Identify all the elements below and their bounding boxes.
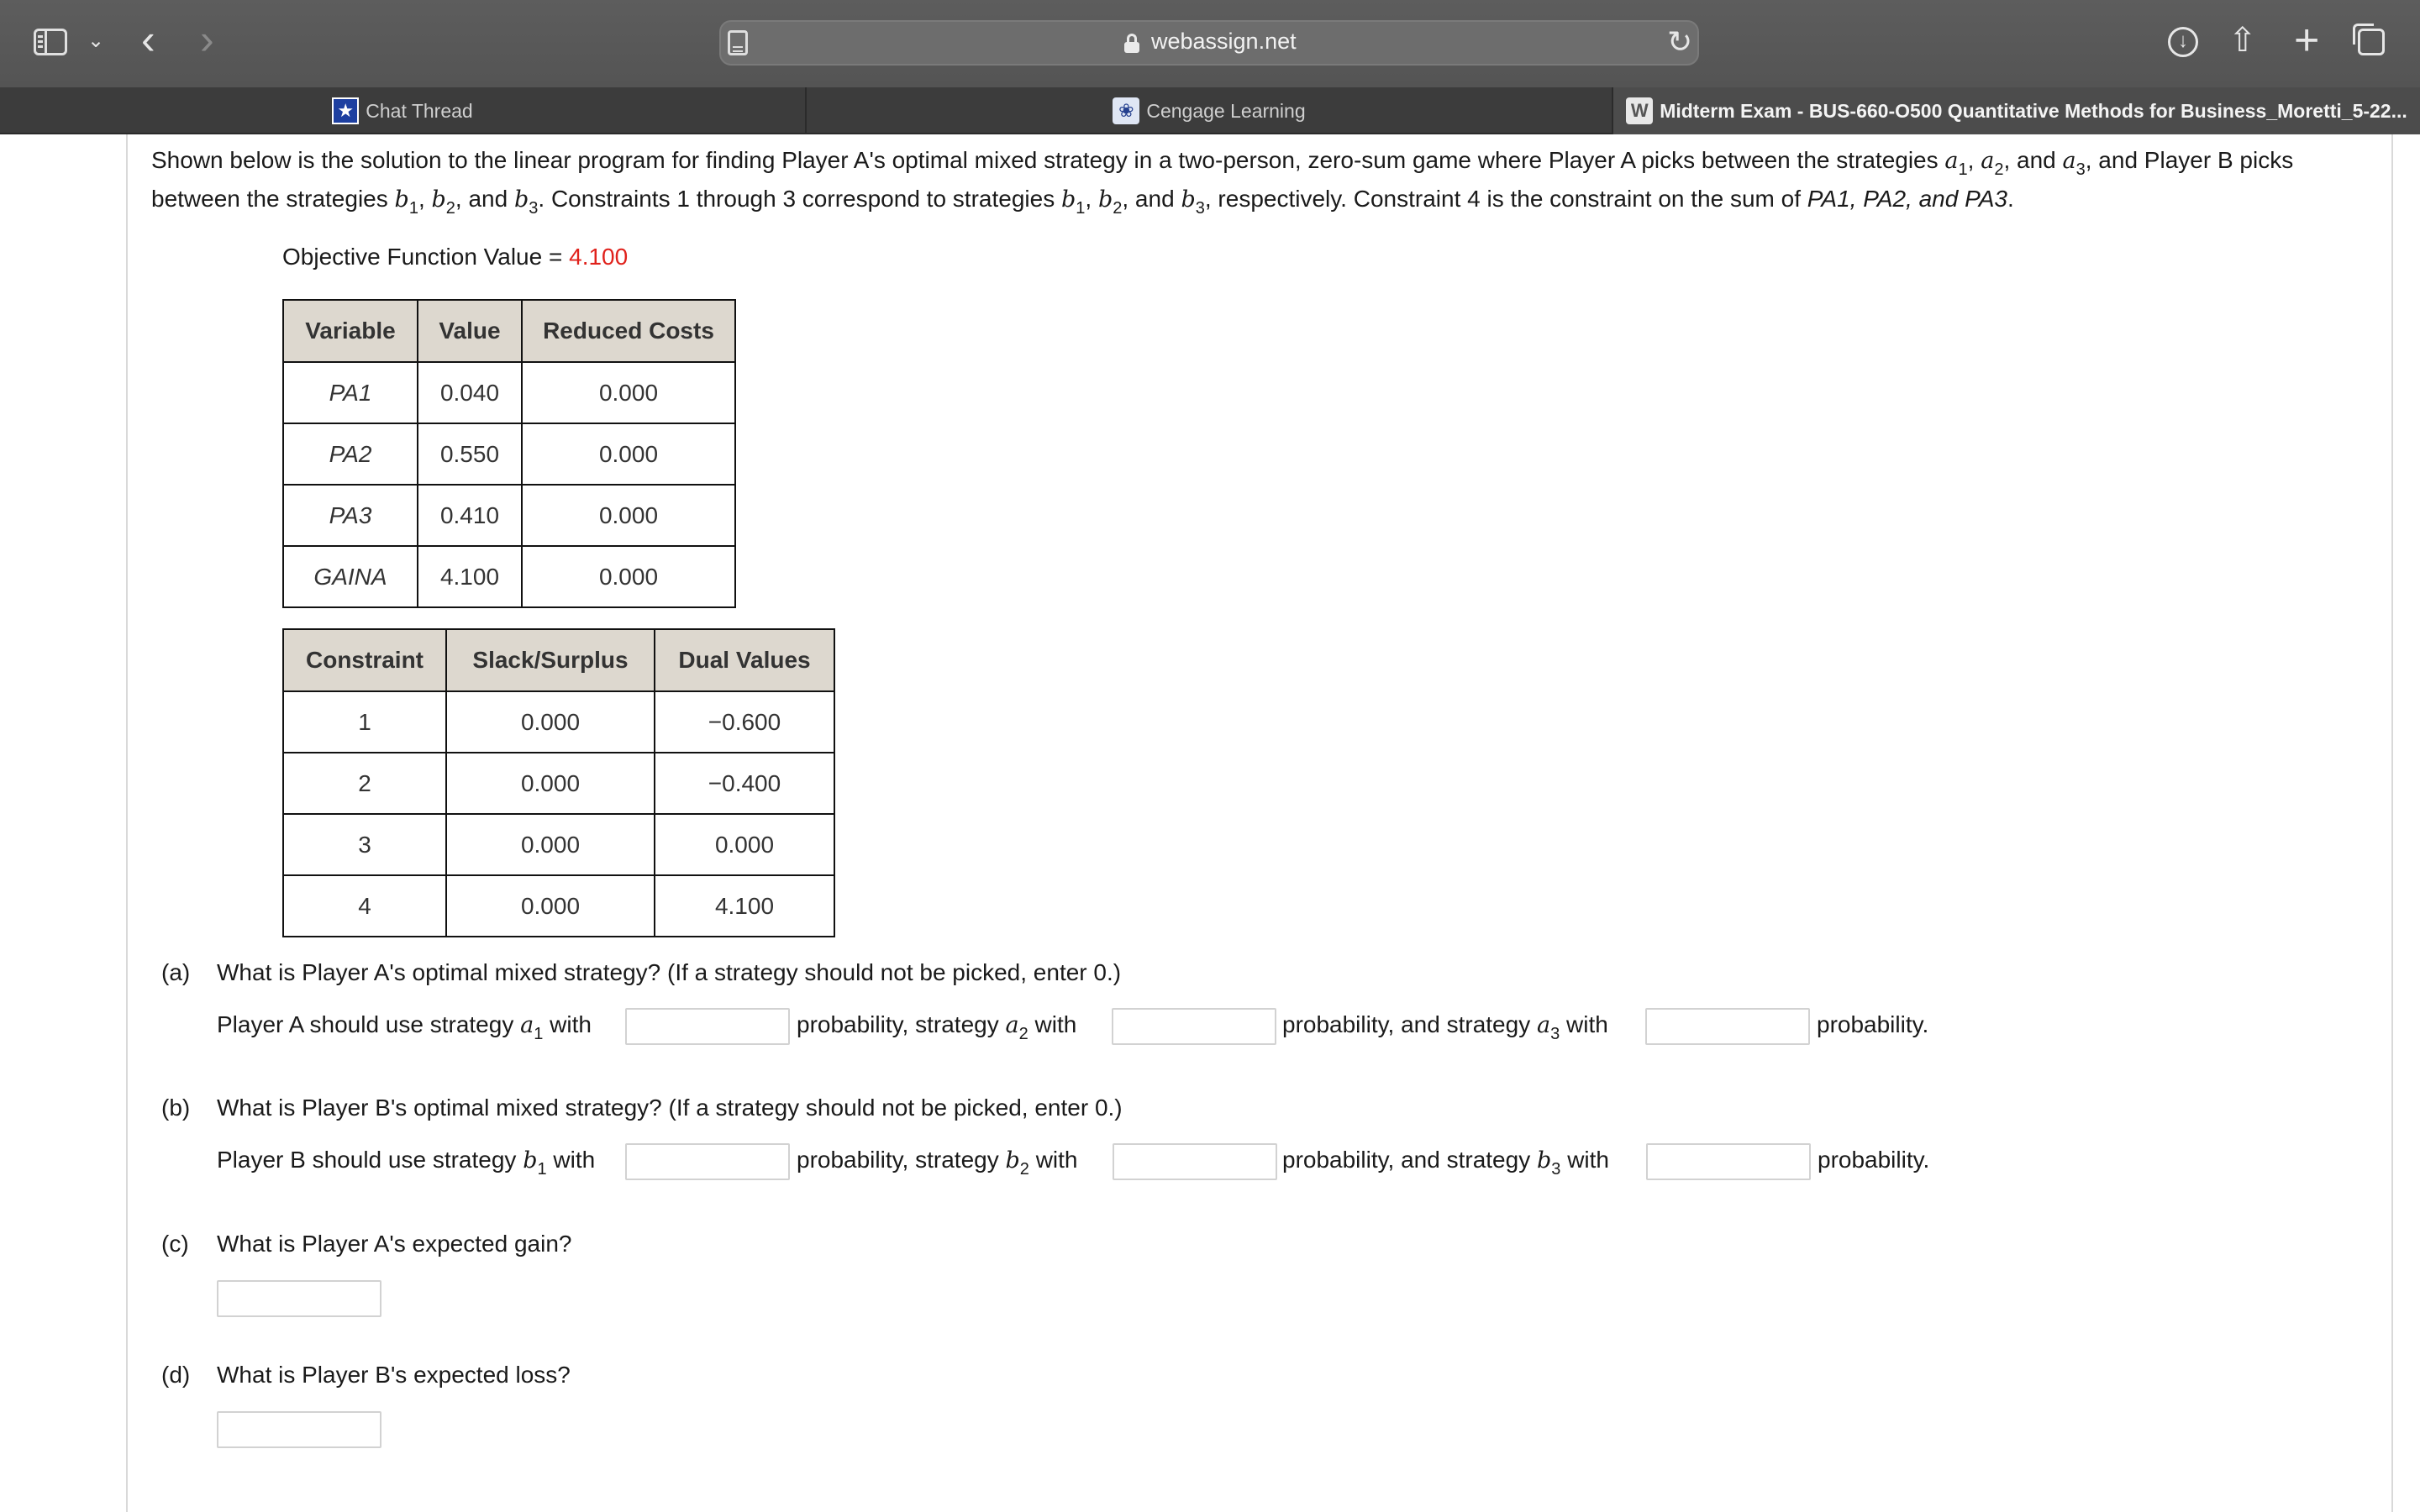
table-row: GAINA 4.100 0.000 bbox=[283, 546, 735, 607]
new-tab-icon[interactable]: + bbox=[2294, 16, 2320, 65]
answer-b-mid: probability, strategy $b_2$ with bbox=[797, 1147, 1078, 1179]
column-header: Variable bbox=[283, 300, 418, 362]
table-row: PA3 0.410 0.000 bbox=[283, 485, 735, 546]
tab-label: Chat Thread bbox=[366, 99, 473, 122]
column-header: Value bbox=[418, 300, 522, 362]
constraints-table bbox=[282, 628, 835, 937]
objective-value: 4.100 bbox=[569, 244, 629, 270]
answer-b-end: probability. bbox=[1818, 1147, 1930, 1173]
answer-a-prefix: Player A should use strategy $a_1$ with bbox=[217, 1011, 592, 1043]
problem-statement: Shown below is the solution to the linear program for finding Player A's optimal mixed strategy in a two-person, zero-sum game where Player A picks between the strategies $a_1$, $a_2$, and $a_3$, and Player B picks between the strategies $b_1$, $b_2$, and $b_3$. Constraints 1 through 3 correspond to strategies $b_1$, $b_2$, and $b_3$, respectively. Constraint 4 is the constraint on the sum of PA1, PA2, and PA3. bbox=[151, 147, 2294, 218]
strategy-b2-input[interactable] bbox=[1113, 1143, 1277, 1180]
expected-gain-input[interactable] bbox=[217, 1280, 381, 1317]
table-row: 3 0.000 0.000 bbox=[283, 814, 834, 875]
reload-icon[interactable]: ↻ bbox=[1667, 24, 1693, 59]
cengage-icon: ❀ bbox=[1113, 97, 1139, 124]
reader-mode-icon[interactable] bbox=[728, 30, 748, 55]
answer-a-end: probability. bbox=[1817, 1011, 1929, 1037]
answer-a-mid: probability, strategy $a_2$ with bbox=[797, 1011, 1077, 1043]
lock-icon bbox=[1124, 34, 1139, 52]
table-row: 2 0.000 −0.400 bbox=[283, 753, 834, 814]
share-icon[interactable]: ⇧ bbox=[2228, 22, 2257, 59]
table-row: 1 0.000 −0.600 bbox=[283, 691, 834, 753]
tab-midterm-exam[interactable] bbox=[1613, 87, 2420, 134]
expected-loss-input[interactable] bbox=[217, 1411, 381, 1448]
strategy-a2-input[interactable] bbox=[1112, 1008, 1276, 1045]
forward-arrow-icon[interactable]: › bbox=[200, 16, 214, 63]
tab-chat-thread[interactable] bbox=[0, 87, 807, 134]
column-header: Dual Values bbox=[655, 629, 834, 691]
back-arrow-icon[interactable]: ‹ bbox=[141, 16, 155, 63]
strategy-a1-input[interactable] bbox=[625, 1008, 790, 1045]
answer-a-mid2: probability, and strategy $a_3$ with bbox=[1282, 1011, 1608, 1043]
tab-label: Midterm Exam - BUS-660-O500 Quantitative Methods for Business_Moretti_5-22... bbox=[1660, 99, 2407, 122]
strategy-a3-input[interactable] bbox=[1645, 1008, 1810, 1045]
objective-function-value: Objective Function Value = 4.100 bbox=[282, 244, 629, 270]
w-icon: W bbox=[1626, 97, 1653, 124]
answer-b-mid2: probability, and strategy $b_3$ with bbox=[1282, 1147, 1609, 1179]
url-text[interactable]: webassign.net bbox=[1151, 29, 1297, 54]
table-row: PA2 0.550 0.000 bbox=[283, 423, 735, 485]
tab-bar bbox=[0, 87, 2420, 134]
answer-b-prefix: Player B should use strategy $b_1$ with bbox=[217, 1147, 596, 1179]
browser-toolbar bbox=[0, 0, 2420, 87]
column-header: Slack/Surplus bbox=[446, 629, 655, 691]
table-row: PA1 0.040 0.000 bbox=[283, 362, 735, 423]
column-header: Reduced Costs bbox=[522, 300, 735, 362]
sidebar-toggle-icon[interactable] bbox=[34, 29, 67, 55]
column-header: Constraint bbox=[283, 629, 446, 691]
star-icon: ★ bbox=[332, 97, 359, 124]
table-row: 4 0.000 4.100 bbox=[283, 875, 834, 937]
tab-cengage[interactable] bbox=[807, 87, 1613, 134]
strategy-b3-input[interactable] bbox=[1646, 1143, 1811, 1180]
chevron-down-icon[interactable]: ⌄ bbox=[87, 29, 105, 52]
tab-overview-icon[interactable] bbox=[2358, 29, 2385, 55]
download-icon[interactable]: ↓ bbox=[2168, 27, 2198, 57]
strategy-b1-input[interactable] bbox=[625, 1143, 790, 1180]
tab-label: Cengage Learning bbox=[1146, 99, 1306, 122]
variables-table bbox=[282, 299, 736, 608]
